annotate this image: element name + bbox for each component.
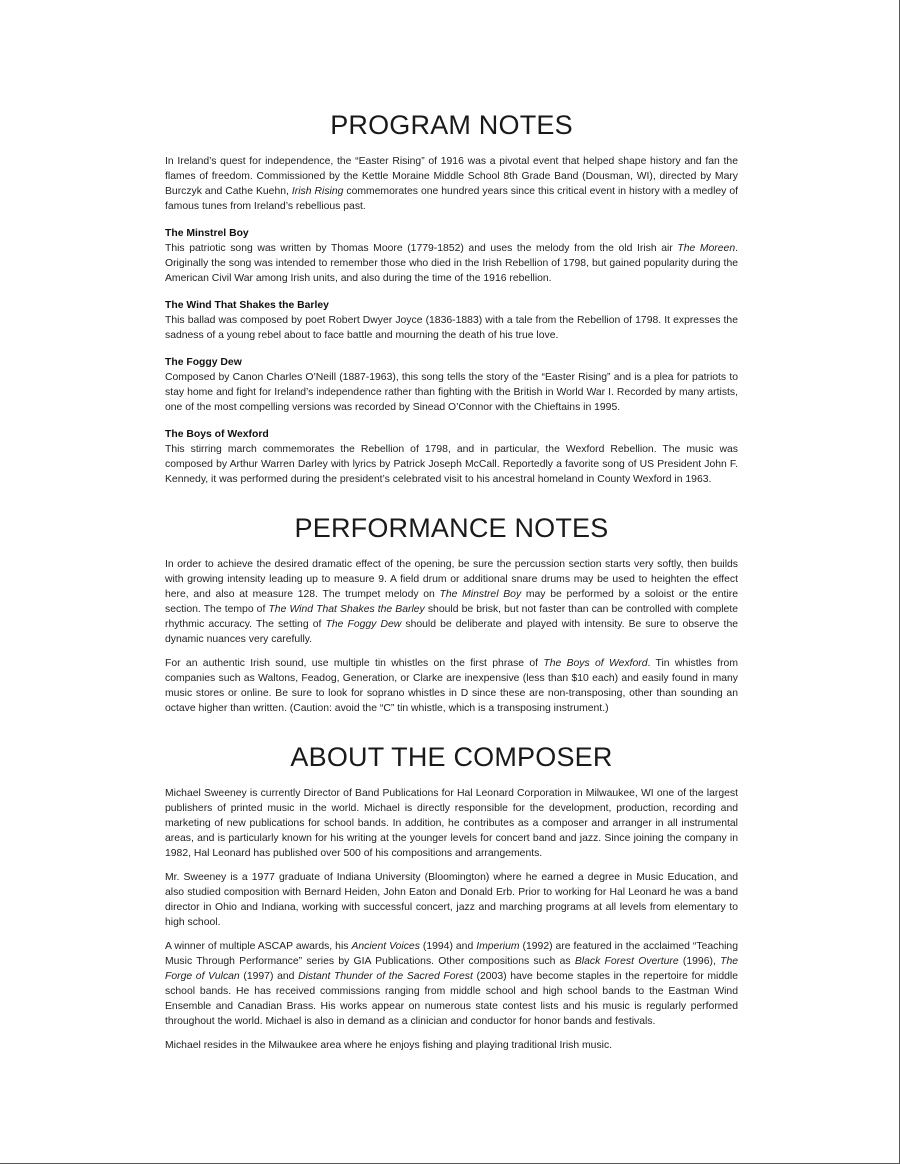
song-title-minstrel-boy: The Minstrel Boy (165, 228, 249, 239)
song-title-boys-of-wexford: The Boys of Wexford (165, 429, 269, 440)
song-title-foggy-dew: The Foggy Dew (165, 357, 242, 368)
song-text-minstrel-boy: This patriotic song was written by Thomas Moore (1779-1852) and uses the melody from the old Irish air The Moreen. Originally the song was intended to remember those who died in the Irish Rebellion of 1798, but gained popularity during the American Civil War among Irish units, and also during the time of the 1916 rebellion. (165, 243, 738, 284)
song-text-wind-that-shakes-the-barley: This ballad was composed by poet Robert Dwyer Joyce (1836-1883) with a tale from the Rebellion of 1798. It expresses the sadness of a young rebel about to face battle and mourning the death of his true love. (165, 315, 738, 341)
song-title-wind-that-shakes-the-barley: The Wind That Shakes the Barley (165, 300, 329, 311)
program-notes-section (165, 108, 738, 487)
composer-paragraph-4: Michael resides in the Milwaukee area where he enjoys fishing and playing traditional Irish music. (165, 1040, 613, 1051)
composer-paragraph-1: Michael Sweeney is currently Director of Band Publications for Hal Leonard Corporation in Milwaukee, WI one of the largest publishers of printed music in the world. Michael is directly responsible for the development, production, recording and marketing of new publications for school bands. In addition, he contributes as a composer and arranger in all instrumental areas, and is particularly known for his writing at the younger levels for concert band and jazz. Since joining the company in 1982, Hal Leonard has published over 500 of his compositions and arrangements. (165, 788, 738, 859)
performance-notes-section (165, 511, 738, 716)
performance-notes-heading: PERFORMANCE NOTES (294, 513, 609, 543)
about-composer-section (165, 740, 738, 1053)
document-page (165, 108, 738, 1062)
about-composer-heading: ABOUT THE COMPOSER (290, 742, 613, 772)
song-text-foggy-dew: Composed by Canon Charles O’Neill (1887-1963), this song tells the story of the “Easter Rising” and is a plea for patriots to stay home and fight for Ireland’s independence rather than fighting with the British in World War I. Recorded by many artists, one of the most compelling versions was recorded by Sinead O’Connor with the Chieftains in 1995. (165, 372, 738, 413)
performance-paragraph-1: In order to achieve the desired dramatic effect of the opening, be sure the percussion section starts very softly, then builds with growing intensity leading up to measure 9. A field drum or additional snare drums may be used to heighten the effect here, and also at measure 128. The trumpet melody on The Minstrel Boy may be performed by a soloist or the entire section. The tempo of The Wind That Shakes the Barley should be brisk, but not faster than can be controlled with complete rhythmic accuracy. The setting of The Foggy Dew should be deliberate and played with intensity. Be sure to observe the dynamic nuances very carefully. (165, 559, 739, 645)
performance-paragraph-2: For an authentic Irish sound, use multiple tin whistles on the first phrase of The Boys of Wexford. Tin whistles from companies such as Waltons, Feadog, Generation, or Clarke are inexpensive (less than $10 each) and easily found in many music stores or online. Be sure to look for soprano whistles in D since these are non-transposing, other than sounding an octave higher than written. (Caution: avoid the “C” tin whistle, which is a transposing instrument.) (165, 658, 738, 714)
program-notes-heading: PROGRAM NOTES (330, 110, 573, 140)
song-text-boys-of-wexford: This stirring march commemorates the Rebellion of 1798, and in particular, the Wexford Rebellion. The music was composed by Arthur Warren Darley with lyrics by Patrick Joseph McCall. Reportedly a favorite song of US President John F. Kennedy, it was performed during the president’s celebrated visit to his ancestral homeland in County Wexford in 1963. (165, 444, 738, 485)
composer-paragraph-2: Mr. Sweeney is a 1977 graduate of Indiana University (Bloomington) where he earned a degree in Music Education, and also studied composition with Bernard Heiden, John Eaton and Donald Erb. Prior to working for Hal Leonard he was a band director in Ohio and Indiana, working with successful concert, jazz and marching programs at all levels from elementary to high school. (165, 872, 738, 928)
composer-paragraph-3: A winner of multiple ASCAP awards, his Ancient Voices (1994) and Imperium (1992) are featured in the acclaimed “Teaching Music Through Performance” series by GIA Publications. Other compositions such as Black Forest Overture (1996), The Forge of Vulcan (1997) and Distant Thunder of the Sacred Forest (2003) have become staples in the repertoire for middle school bands. He has received commissions ranging from middle school and high school bands to the Eastman Wind Ensemble and Canadian Brass. His works appear on numerous state contest lists and his music is regularly performed throughout the world. Michael is also in demand as a clinician and conductor for honor bands and festivals. (165, 941, 738, 1027)
program-intro: In Ireland’s quest for independence, the “Easter Rising” of 1916 was a pivotal event that helped shape history and fan the flames of freedom. Commissioned by the Kettle Moraine Middle School 8th Grade Band (Dousman, WI), directed by Mary Burczyk and Cathe Kuehn, Irish Rising commemorates one hundred years since this critical event in history with a medley of famous tunes from Ireland’s rebellious past. (165, 156, 739, 212)
